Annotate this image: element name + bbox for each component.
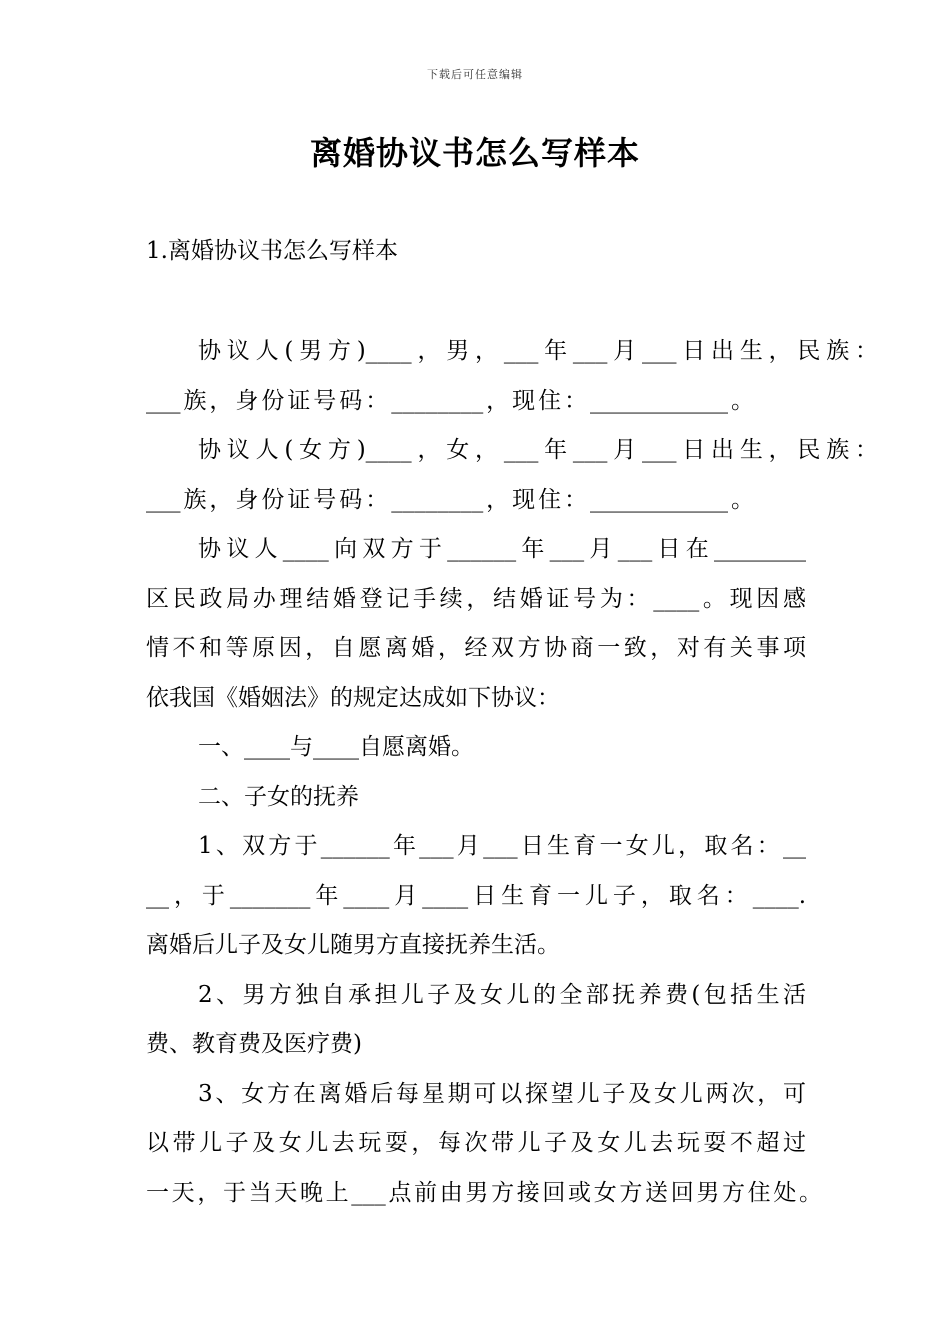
paragraph-line: 协议人(男方)____，男，___年___月___日出生，民族：	[198, 338, 878, 364]
paragraph-line: 二、子女的抚养	[198, 783, 359, 810]
paragraph-line: 一、____与____自愿离婚。	[198, 734, 474, 760]
paragraph-line: __，于_______年____月____日生育一儿子，取名：____.	[146, 882, 806, 909]
paragraph-line: 以带儿子及女儿去玩耍，每次带儿子及女儿去玩耍不超过	[146, 1130, 806, 1156]
paragraph-line: 区民政局办理结婚登记手续，结婚证号为：____。现因感	[146, 585, 806, 612]
document-body	[146, 327, 878, 1218]
paragraph-line: 情不和等原因，自愿离婚，经双方协商一致，对有关事项	[146, 635, 806, 661]
section-heading: 1.离婚协议书怎么写样本	[146, 238, 398, 264]
paragraph-line: 协议人(女方)____，女，___年___月___日出生，民族：	[198, 437, 878, 463]
paragraph-line: ___族，身份证号码：________，现住：____________。	[146, 486, 754, 513]
paragraph-line: 依我国《婚姻法》的规定达成如下协议：	[146, 684, 560, 711]
paragraph-line: ___族，身份证号码：________，现住：____________。	[146, 387, 754, 414]
paragraph-line: 离婚后儿子及女儿随男方直接抚养生活。	[146, 932, 560, 958]
paragraph-line: 1、双方于______年___月___日生育一女儿，取名：__	[198, 833, 806, 859]
paragraph-line: 费、教育费及医疗费)	[146, 1031, 362, 1057]
paragraph-line: 2、男方独自承担儿子及女儿的全部抚养费(包括生活	[198, 981, 806, 1008]
header-note: 下载后可任意编辑	[427, 68, 523, 81]
paragraph-line: 协议人____向双方于______年___月___日在________	[198, 536, 806, 562]
paragraph-line: 一天，于当天晚上___点前由男方接回或女方送回男方住处。	[146, 1179, 822, 1206]
document-title: 离婚协议书怎么写样本	[309, 134, 640, 172]
paragraph-line: 3、女方在离婚后每星期可以探望儿子及女儿两次，可	[198, 1080, 806, 1107]
